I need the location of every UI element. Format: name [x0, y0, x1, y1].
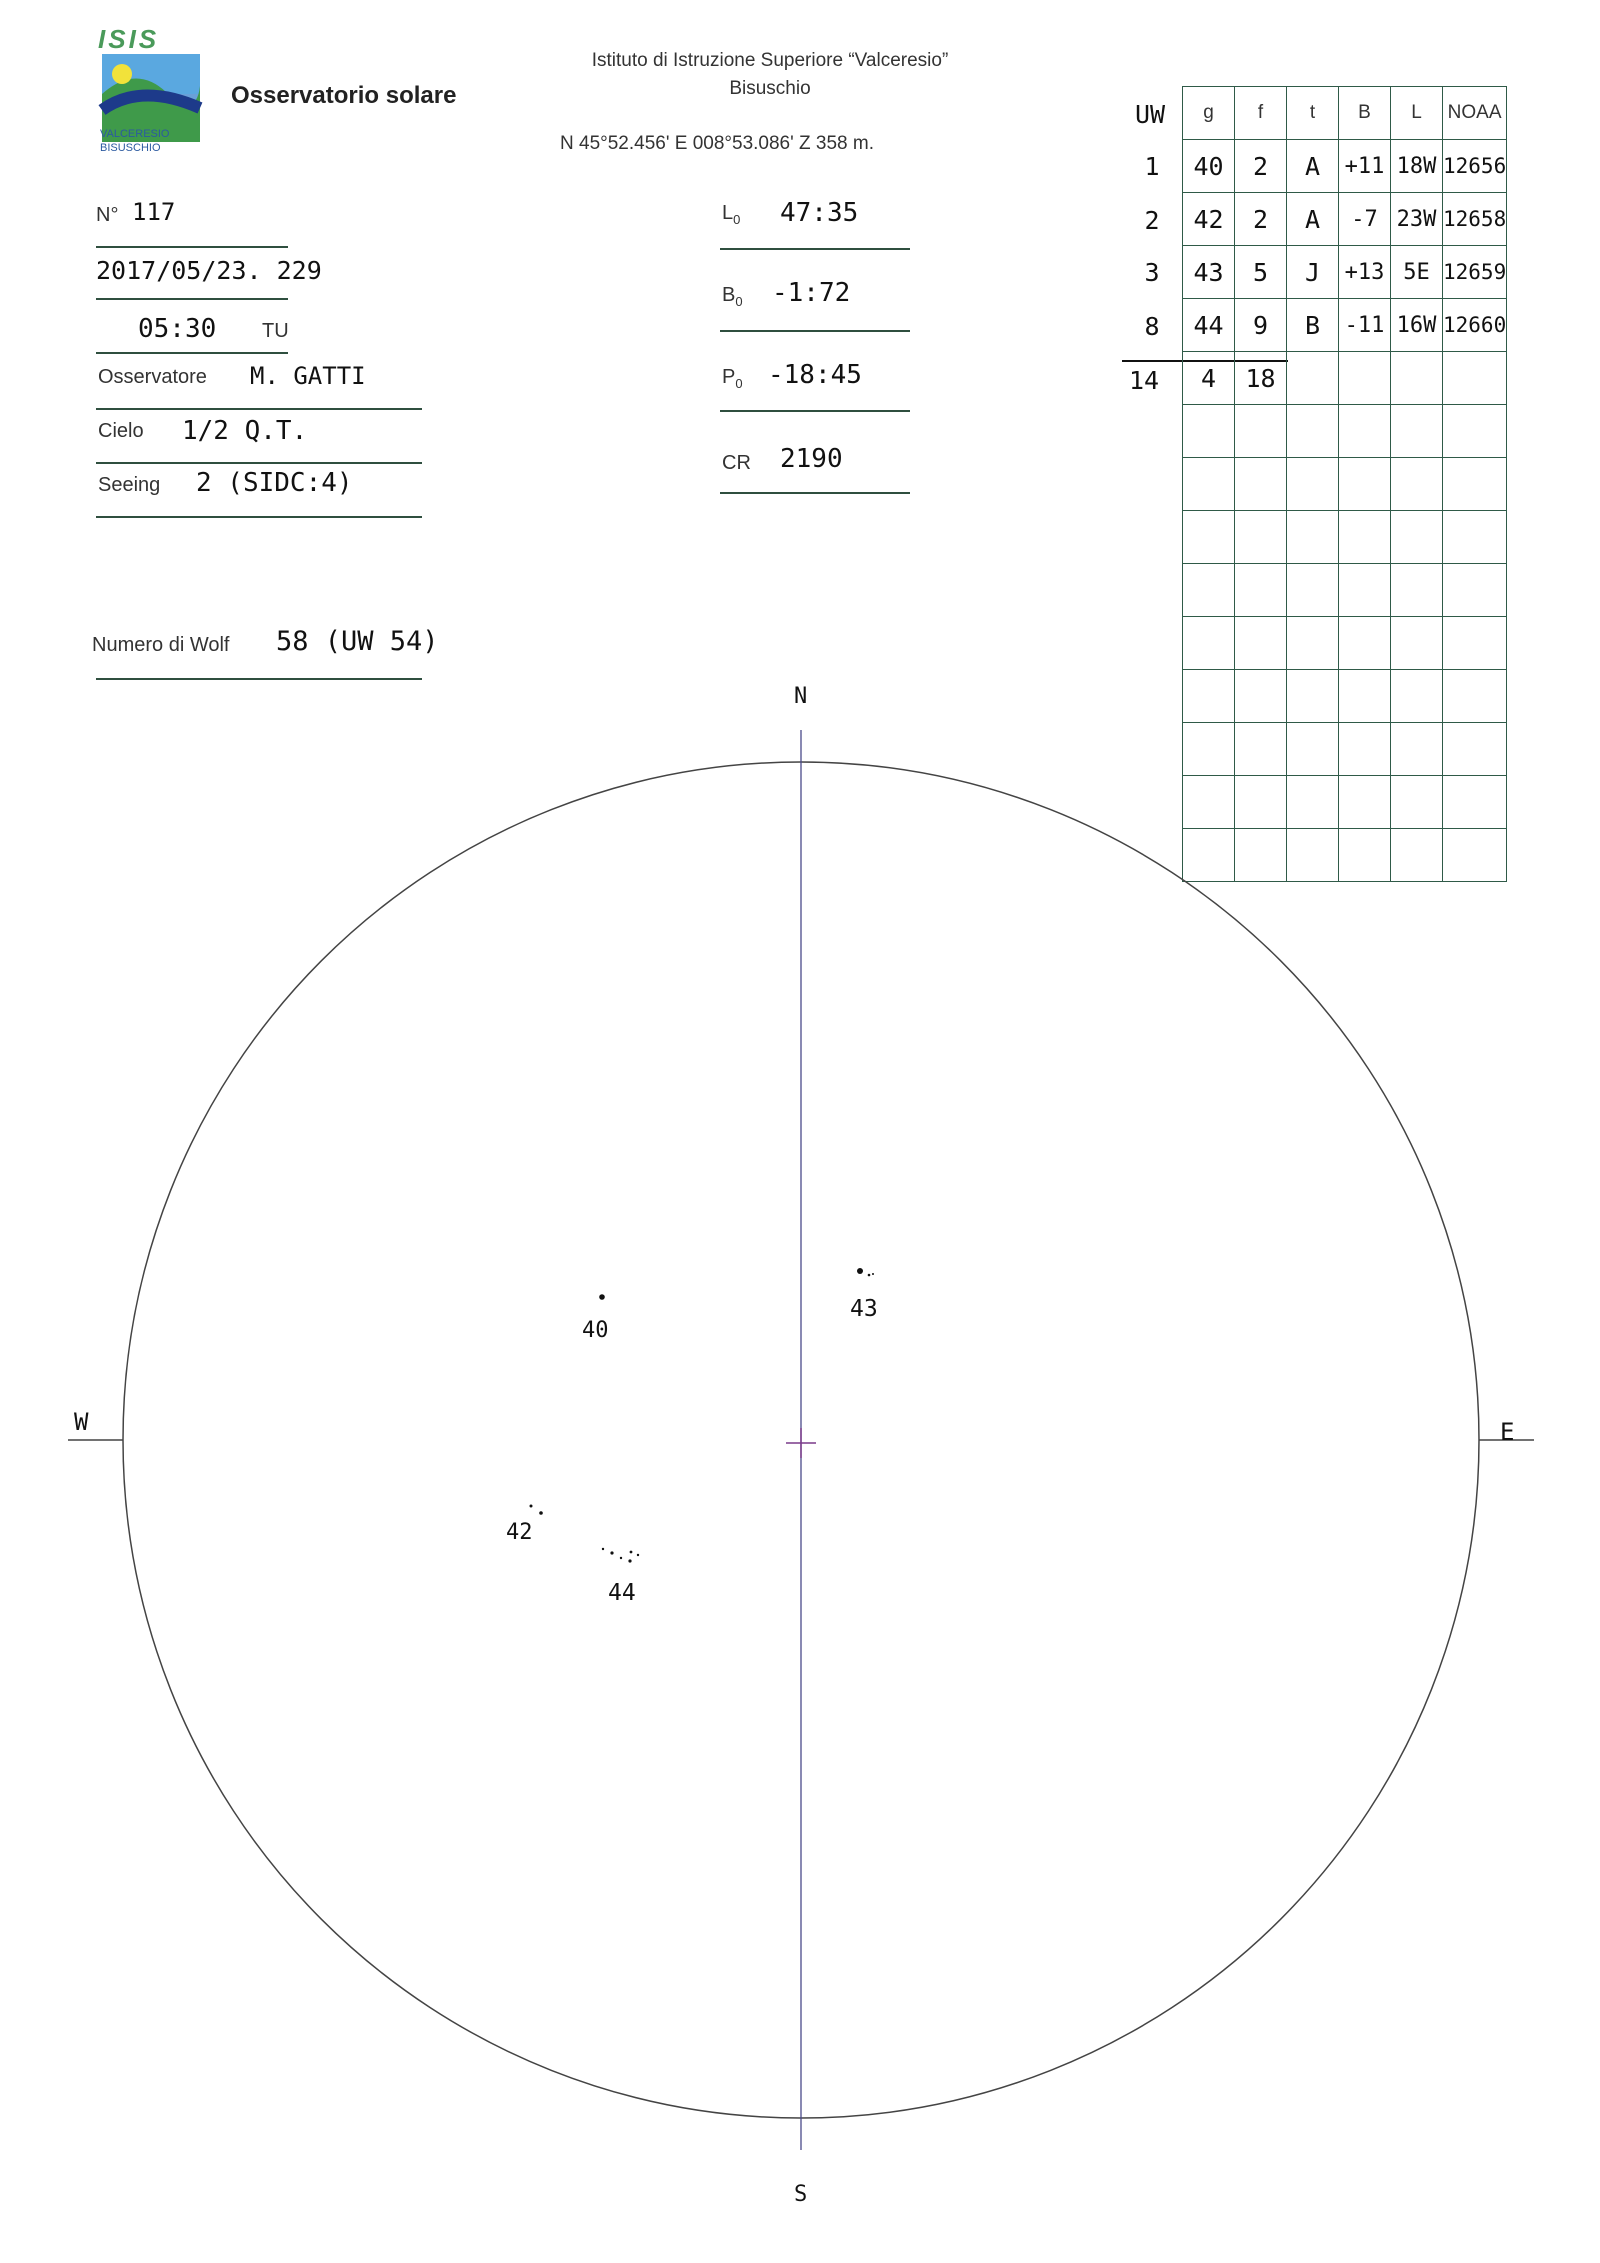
table-total-g: 4	[1183, 352, 1235, 405]
table-cell-t: J	[1287, 246, 1339, 299]
table-cell-f: 9	[1235, 299, 1287, 352]
l0-label: $L_0$	[722, 202, 741, 227]
table-cell-l: 5E	[1391, 246, 1443, 299]
table-total-uw: 14	[1128, 366, 1160, 395]
number-value: 117	[132, 198, 176, 226]
sunspot-group-43-spots	[857, 1268, 874, 1276]
wolf-label: Numero di Wolf	[92, 634, 230, 656]
table-row-uw: 8	[1144, 312, 1160, 341]
group-label-40: 40	[582, 1318, 609, 1343]
seeing-label: Seeing	[98, 474, 161, 496]
west-label: W	[74, 1408, 89, 1436]
observer-value: M. GATTI	[250, 362, 366, 390]
institute-town: Bisuschio	[729, 78, 811, 99]
south-label: S	[794, 2182, 808, 2207]
table-cell-f: 2	[1235, 140, 1287, 193]
table-total-f: 18	[1235, 352, 1287, 405]
table-cell-g: 40	[1183, 140, 1235, 193]
date-value: 2017/05/23. 229	[96, 256, 322, 285]
sunspot-group-40-spots	[599, 1294, 605, 1300]
table-cell-l: 18W	[1391, 140, 1443, 193]
seeing-value: 2 (SIDC:4)	[196, 468, 353, 498]
table-cell-noaa: 12659	[1443, 246, 1507, 299]
table-header-t: t	[1287, 87, 1339, 140]
sky-value: 1/2 Q.T.	[182, 416, 308, 446]
table-cell-t: B	[1287, 299, 1339, 352]
p0-label: $P_0$	[722, 366, 743, 391]
table-row-uw: 2	[1144, 206, 1160, 235]
cr-value: 2190	[780, 444, 843, 474]
wolf-value: 58 (UW 54)	[276, 626, 439, 657]
table-cell-l: 16W	[1391, 299, 1443, 352]
table-cell-noaa: 12658	[1443, 193, 1507, 246]
table-cell-l: 23W	[1391, 193, 1443, 246]
institute-name: Istituto di Istruzione Superiore “Valceresio”	[591, 50, 949, 71]
table-cell-f: 5	[1235, 246, 1287, 299]
b0-label: $B_0$	[722, 284, 743, 309]
table-cell-g: 44	[1183, 299, 1235, 352]
observatory-coordinates: N 45°52.456' E 008°53.086' Z 358 m.	[560, 133, 874, 154]
table-cell-g: 43	[1183, 246, 1235, 299]
sunspot-group-42-spots	[530, 1505, 543, 1515]
sunspot-group-44-spots	[602, 1548, 639, 1563]
logo-caption-1: VALCERESIO	[100, 128, 170, 140]
table-header-noaa: NOAA	[1443, 87, 1507, 140]
east-label: E	[1500, 1418, 1515, 1446]
table-cell-b: -11	[1339, 299, 1391, 352]
cr-label: CR	[722, 452, 751, 474]
logo-caption-2: BISUSCHIO	[100, 142, 161, 154]
table-cell-f: 2	[1235, 193, 1287, 246]
time-value: 05:30	[138, 314, 217, 344]
table-cell-noaa: 12660	[1443, 299, 1507, 352]
table-header-f: f	[1235, 87, 1287, 140]
group-label-43: 43	[850, 1296, 878, 1322]
l0-value: 47:35	[780, 198, 859, 228]
table-cell-b: +11	[1339, 140, 1391, 193]
table-header-b: B	[1339, 87, 1391, 140]
p0-value: -18:45	[768, 360, 862, 390]
table-row-uw: 1	[1144, 152, 1160, 181]
table-cell-t: A	[1287, 193, 1339, 246]
table-cell-g: 42	[1183, 193, 1235, 246]
north-label: N	[794, 684, 808, 709]
table-row-uw: 3	[1144, 258, 1160, 287]
observer-label: Osservatore	[98, 366, 207, 388]
table-cell-b: -7	[1339, 193, 1391, 246]
table-cell-t: A	[1287, 140, 1339, 193]
b0-value: -1:72	[772, 278, 851, 308]
group-label-44: 44	[608, 1580, 636, 1606]
table-header-l: L	[1391, 87, 1443, 140]
sky-label: Cielo	[98, 420, 144, 442]
number-label: N°	[96, 204, 119, 226]
logo-wordmark: ISIS	[98, 24, 160, 54]
table-header-uw: UW	[1134, 100, 1166, 129]
group-label-42: 42	[506, 1520, 533, 1545]
table-cell-noaa: 12656	[1443, 140, 1507, 193]
observatory-title: Osservatorio solare	[231, 82, 457, 109]
table-header-g: g	[1183, 87, 1235, 140]
center-cross	[786, 1428, 816, 1458]
table-cell-b: +13	[1339, 246, 1391, 299]
time-unit: TU	[262, 320, 289, 342]
